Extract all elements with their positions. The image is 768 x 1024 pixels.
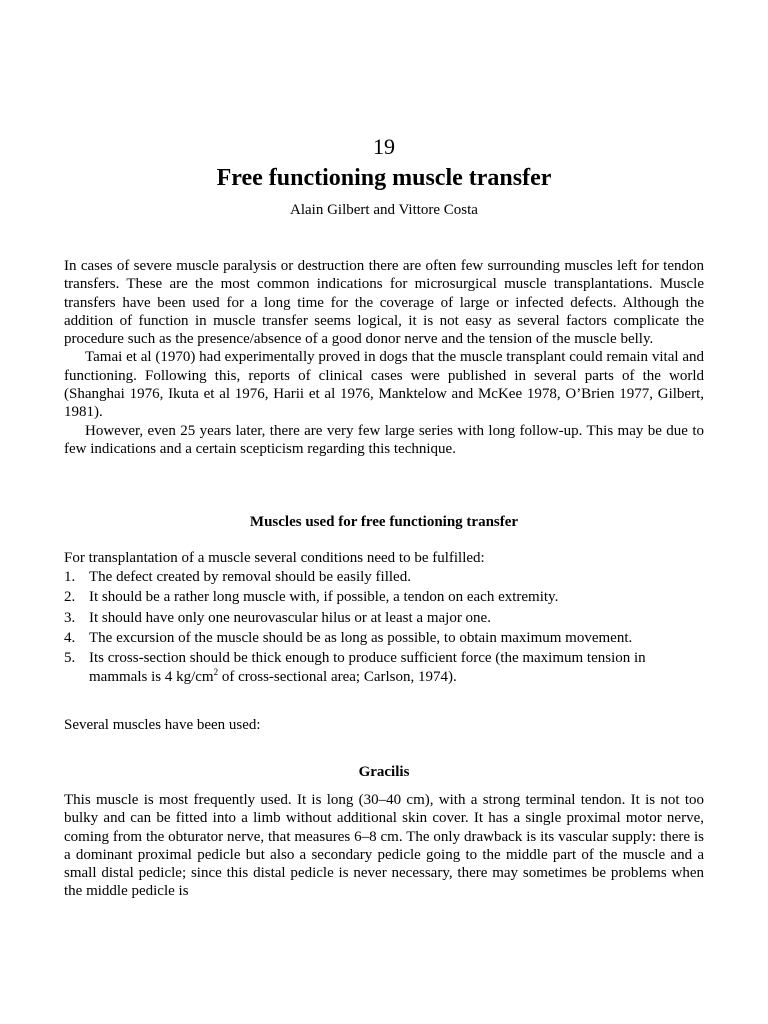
chapter-title: Free functioning muscle transfer [216,165,552,191]
list-item-number: 5. [64,650,76,667]
section-heading-gracilis: Gracilis [358,764,410,780]
conditions-list [64,568,704,689]
list-item [64,629,704,648]
chapter-number: 19 [373,134,395,159]
list-item [64,649,704,688]
chapter-authors: Alain Gilbert and Vittore Costa [290,202,478,218]
list-item-text: The excursion of the muscle should be as long as possible, to obtain maximum movement. [89,629,633,646]
intro-section [64,257,704,458]
superscript: 2 [213,667,219,678]
list-item-text: It should be a rather long muscle with, if possible, a tendon on each extremity. [89,589,559,606]
list-item-text-part: Its cross-section should be thick enough to produce sufficient force (the maximum tension in mammals is 4 kg/cm [89,650,646,686]
list-item-number: 4. [64,629,76,646]
conditions-lead: For transplantation of a muscle several conditions need to be fulfilled: [64,550,485,566]
intro-paragraph: Tamai et al (1970) had experimentally proved in dogs that the muscle transplant could remain vital and functioning. Following this, reports of clinical cases were published in several parts of the world (Shanghai 1976, Ikuta et al 1976, Harii et al 1976, Manktelow and McKee 1978, O’Brien 1977, Gilbert, 1981). [64,349,704,421]
intro-paragraph: However, even 25 years later, there are very few large series with long follow-up. This may be due to few indications and a certain scepticism regarding this technique. [64,422,704,457]
gracilis-paragraph: This muscle is most frequently used. It is long (30–40 cm), with a strong terminal tendon. It is not too bulky and can be fitted into a limb without additional skin cover. It has a single proximal motor nerve, coming from the obturator nerve, that measures 6–8 cm. The only drawback is its vascular supply: there is a dominant proximal pedicle but also a secondary pedicle going to the middle part of the muscle and a small distal pedicle; since this distal pedicle is never necessary, there may sometimes be problems when the middle pedicle is [64,792,704,900]
list-item-number: 3. [64,609,76,626]
list-item-text-part: of cross-sectional area; Carlson, 1974). [218,669,457,686]
list-item-text [89,650,646,685]
section-heading-muscles: Muscles used for free functioning transfer [249,514,519,530]
intro-paragraph: In cases of severe muscle paralysis or destruction there are often few surrounding muscles left for tendon transfers. These are the most common indications for microsurgical muscle transplantations. Muscle transfers have been used for a long time for the coverage of large or infected defects. Although the addition of function in muscle transfer seems logical, it is not easy as several factors complicate the procedure such as the presence/absence of a good donor nerve and the tension of the muscle belly. [64,258,704,348]
list-item-number: 2. [64,589,76,606]
muscles-closing: Several muscles have been used: [64,717,261,733]
list-item [64,609,704,628]
list-item-text: It should have only one neurovascular hilus or at least a major one. [89,609,491,626]
list-item [64,568,704,587]
list-item-number: 1. [64,569,76,585]
list-item [64,588,704,607]
list-item-text: The defect created by removal should be easily filled. [89,569,411,585]
